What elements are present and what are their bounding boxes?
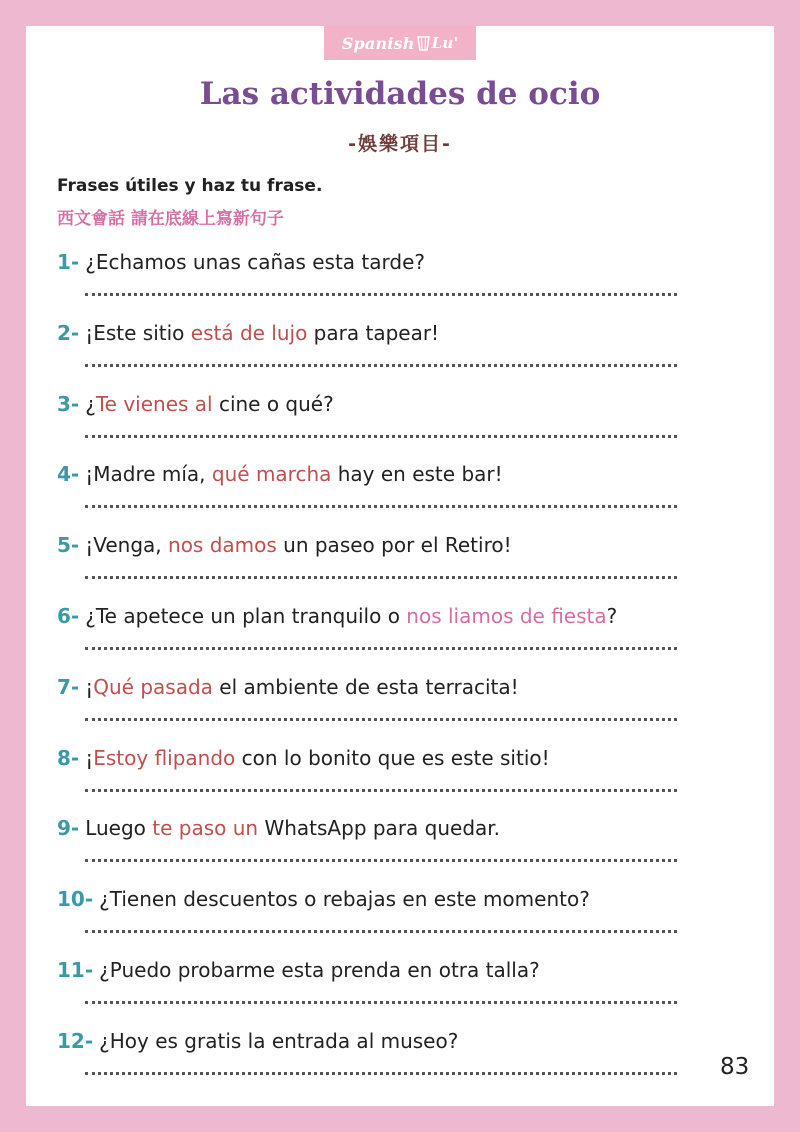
highlighted-expression: qué marcha [211,462,332,487]
writing-line[interactable] [85,576,677,579]
writing-line[interactable] [85,1001,677,1004]
highlighted-expression: te paso un [152,816,259,841]
drink-cup-icon [417,35,430,51]
phrase-number: 7- [57,674,80,699]
phrase-text: hay en este bar! [331,462,503,487]
writing-line[interactable] [85,930,677,933]
phrase-item [57,1029,757,1099]
phrase-item [57,392,757,462]
phrase-text: ¡ [85,674,94,699]
phrase-number: 3- [57,391,80,416]
phrase-text: un paseo por el Retiro! [276,533,512,558]
writing-line[interactable] [85,1072,677,1075]
phrase-item [57,746,757,816]
phrase-line [57,462,503,486]
phrase-number: 8- [57,745,80,770]
phrase-line [57,392,334,416]
instructions-spanish: Frases útiles y haz tu frase. [57,176,323,196]
phrase-text: WhatsApp para quedar. [258,816,501,841]
brand-logo [324,26,476,60]
phrase-text: ¿Echamos unas cañas esta tarde? [85,250,426,274]
phrase-item [57,816,757,886]
phrase-item [57,462,757,532]
highlighted-expression: Estoy flipando [93,745,236,770]
phrase-text: cine o qué? [212,391,334,416]
phrase-text: ¿Hoy es gratis la entrada al museo? [99,1028,459,1053]
phrase-number: 2- [57,320,80,345]
writing-line[interactable] [85,364,677,367]
phrase-text: ¿ [85,391,96,416]
writing-line[interactable] [85,718,677,721]
phrase-text: el ambiente de esta terracita! [212,674,519,699]
writing-line[interactable] [85,435,677,438]
phrase-line [57,604,617,628]
phrase-item [57,533,757,603]
phrase-text: Luego [85,816,153,841]
phrase-line [57,746,550,770]
phrase-text: ¿Te apetece un plan tranquilo o [85,604,407,628]
page-subtitle: -娛樂項目- [348,133,452,155]
phrase-number: 9- [57,816,80,841]
phrase-line [57,533,512,557]
phrase-line [57,887,590,911]
phrase-text: ¡Venga, [85,533,169,558]
logo-text: Spanish [341,33,415,53]
phrase-text: ¿Puedo probarme esta prenda en otra talla? [99,958,540,982]
writing-line[interactable] [85,647,677,650]
phrase-line [57,1029,458,1053]
phrase-text: ¡Este sitio [85,320,191,345]
phrase-text: ¿Tienen descuentos o rebajas en este momento? [99,887,590,912]
phrase-line [57,250,425,274]
worksheet-page [26,26,774,1106]
writing-line[interactable] [85,859,677,862]
phrase-number: 5- [57,533,80,558]
highlighted-expression: Te vienes al [95,391,213,416]
phrase-number: 1- [57,250,80,274]
phrase-item [57,887,757,957]
instructions-chinese: 西文會話 請在底線上寫新句子 [57,209,284,229]
phrase-text: ? [606,604,618,628]
phrase-text: ¡Madre mía, [85,462,212,487]
writing-line[interactable] [85,293,677,296]
phrase-number: 12- [57,1028,94,1053]
writing-line[interactable] [85,789,677,792]
page-number: 83 [720,1054,750,1080]
phrase-line [57,816,500,840]
phrase-item [57,321,757,391]
writing-line[interactable] [85,505,677,508]
highlighted-expression: nos damos [168,533,277,558]
logo-suffix: Lu' [431,34,459,52]
phrase-item [57,250,757,320]
highlighted-expression: Qué pasada [93,674,213,699]
phrase-number: 10- [57,887,94,912]
phrase-line [57,958,540,982]
highlighted-expression: está de lujo [190,320,308,345]
phrase-text: ¡ [85,745,94,770]
phrase-number: 11- [57,958,94,982]
phrase-text: para tapear! [307,320,440,345]
phrase-item [57,604,757,674]
highlighted-expression: nos liamos de fiesta [406,604,607,628]
phrase-line [57,675,519,699]
phrase-number: 6- [57,604,80,628]
phrase-item [57,675,757,745]
phrase-line [57,321,439,345]
page-title: Las actividades de ocio [199,76,601,112]
phrase-text: con lo bonito que es este sitio! [235,745,550,770]
phrase-number: 4- [57,462,80,487]
phrase-item [57,958,757,1028]
